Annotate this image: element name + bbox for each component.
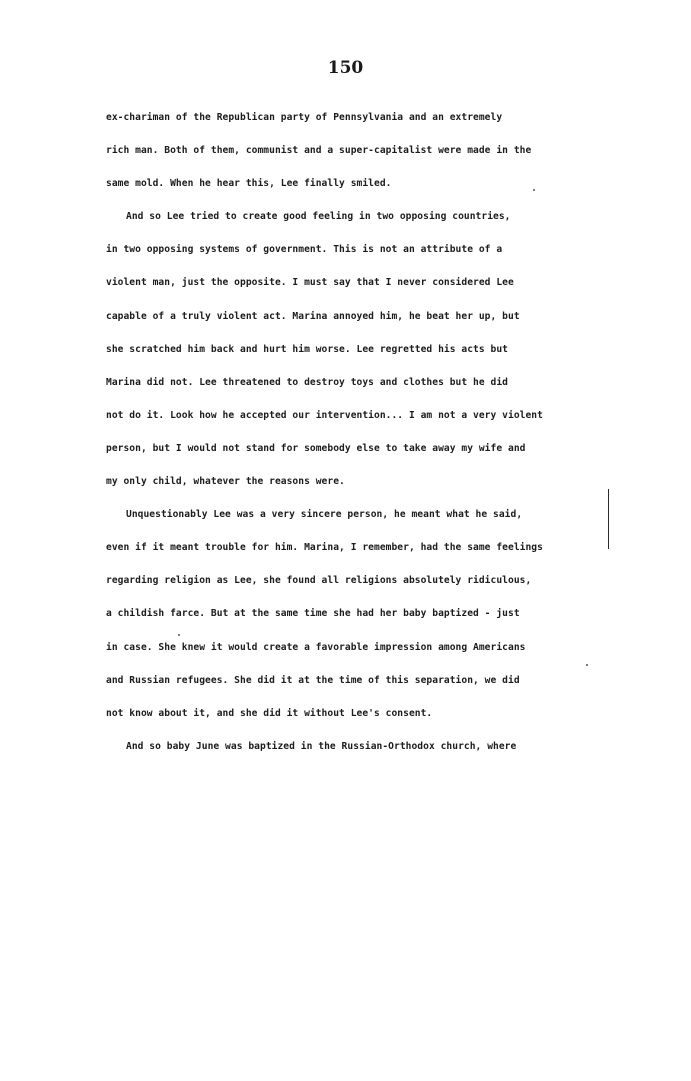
scan-speck	[533, 189, 535, 191]
text-line: person, but I would not stand for somebody else to take away my wife and	[106, 442, 526, 454]
text-line: my only child, whatever the reasons were.	[106, 476, 345, 488]
text-line: in case. She knew it would create a favorable impression among Americans	[106, 641, 526, 653]
text-line: in two opposing systems of government. This is not an attribute of a	[106, 244, 503, 256]
text-line: not know about it, and she did it without Lee's consent.	[106, 707, 433, 719]
scan-speck	[586, 664, 588, 666]
text-line: regarding religion as Lee, she found all religions absolutely ridiculous,	[106, 575, 532, 587]
text-line: rich man. Both of them, communist and a super-capitalist were made in the	[106, 145, 532, 157]
text-line: violent man, just the opposite. I must say that I never considered Lee	[106, 277, 514, 289]
scan-speck	[178, 634, 180, 636]
paragraph-start-line: And so Lee tried to create good feeling in two opposing countries,	[126, 211, 511, 223]
page-number: 150	[327, 58, 364, 78]
text-line: capable of a truly violent act. Marina annoyed him, he beat her up, but	[106, 310, 520, 322]
text-line: she scratched him back and hurt him worse. Lee regretted his acts but	[106, 343, 508, 355]
text-line: ex-chariman of the Republican party of Pennsylvania and an extremely	[106, 112, 503, 123]
text-line: not do it. Look how he accepted our intervention... I am not a very violent	[106, 409, 543, 421]
text-line: even if it meant trouble for him. Marina, I remember, had the same feelings	[106, 542, 543, 554]
body-text	[106, 108, 621, 770]
text-line: a childish farce. But at the same time she had her baby baptized - just	[106, 608, 520, 620]
margin-scan-mark	[608, 489, 609, 549]
text-line: and Russian refugees. She did it at the time of this separation, we did	[106, 674, 520, 686]
text-line: same mold. When he hear this, Lee finally smiled.	[106, 178, 392, 190]
paragraph-start-line: And so baby June was baptized in the Russian-Orthodox church, where	[126, 740, 517, 752]
text-line: Marina did not. Lee threatened to destroy toys and clothes but he did	[106, 376, 508, 388]
paragraph-start-line: Unquestionably Lee was a very sincere person, he meant what he said,	[126, 509, 523, 521]
